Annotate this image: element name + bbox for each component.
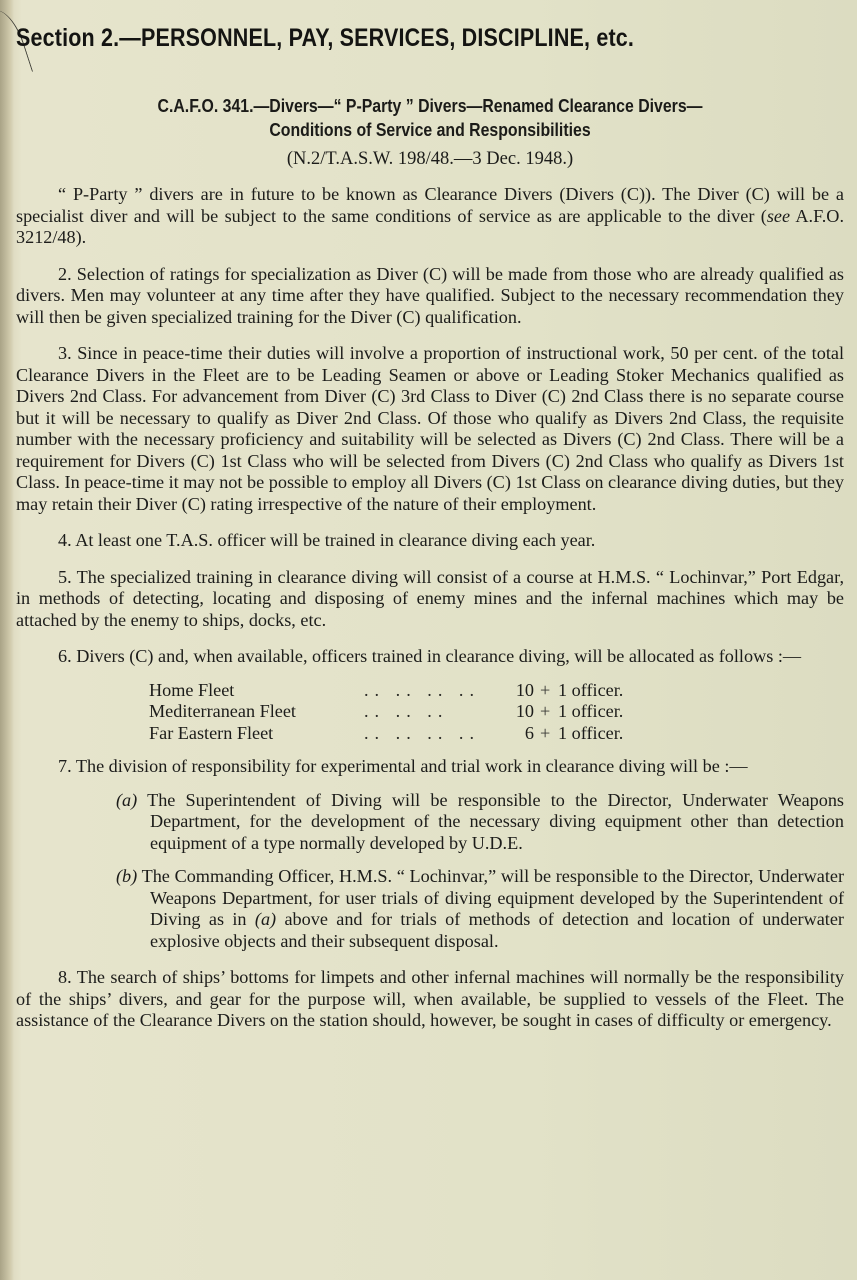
paragraph-number: 3. bbox=[58, 343, 72, 363]
paragraph-number: 5. bbox=[58, 566, 72, 587]
paragraph-number: 7. bbox=[58, 756, 72, 776]
paragraph-number: 6. bbox=[58, 646, 72, 666]
dot-leader: .. .. .. bbox=[364, 701, 449, 721]
paragraph-5 bbox=[16, 567, 844, 632]
paragraph-3 bbox=[16, 343, 844, 515]
paragraph-6 bbox=[16, 646, 844, 668]
paragraph-1-text: “ P-Party ” divers are in future to be known as Clearance Divers (Divers (C)). The Diver (C) will be a specialist diver and will be subject to the same conditions of service as are applicable to the diver ( bbox=[16, 184, 844, 226]
order-reference: (N.2/T.A.S.W. 198/48.—3 Dec. 1948.) bbox=[286, 149, 574, 169]
fleet-name: Mediterranean Fleet bbox=[149, 701, 296, 721]
paragraph-number: 8. bbox=[58, 967, 72, 987]
section-title: Section 2.—PERSONNEL, PAY, SERVICES, DISCIPLINE, etc. bbox=[16, 24, 635, 52]
allocation-row bbox=[149, 680, 623, 702]
paragraph-6-text: Divers (C) and, when available, officers trained in clearance diving, will be allocated as follows :— bbox=[76, 646, 802, 666]
document-body bbox=[16, 18, 844, 1032]
paragraph-8-text: The search of ships’ bottoms for limpets and other infernal machines will normally be the responsibility of the ships’ divers, and gear for the purpose will, when available, be supplied to vessels of the Fleet. The assistance of the Clearance Divers on the station should, however, be sought in cases of difficulty or emergency. bbox=[16, 967, 844, 1030]
plus-sign: + bbox=[540, 722, 551, 743]
dot-leader: .. .. .. .. bbox=[364, 722, 481, 743]
paragraph-3-text: Since in peace-time their duties will involve a proportion of instructional work, 50 per cent. of the total Clearance Divers in the Fleet are to be Leading Seamen or above or Leading Stoker Mechanics qualified as Divers 2nd Class. For advancement from Diver (C) 3rd Class to Diver (C) 2nd Class there is no separate course but it will be necessary to qualify as Diver 2nd Class. Of those who qualify as Divers 2nd Class, the requisite number with the necessary proficiency and suitability will be selected as Divers (C) 2nd Class. There will be a requirement for Divers (C) 1st Class who will be selected from Divers (C) 2nd Class who qualify as Divers 1st Class. In peace-time it may not be possible to employ all Divers (C) 1st Class on clearance diving duties, but they may retain their Diver (C) rating irrespective of the nature of their employment. bbox=[16, 343, 845, 514]
paragraph-8 bbox=[16, 967, 844, 1032]
officer-count: 1 officer. bbox=[558, 722, 624, 743]
paragraph-2 bbox=[16, 264, 844, 329]
fleet-name: Far Eastern Fleet bbox=[149, 722, 274, 743]
allocation-row bbox=[149, 723, 623, 745]
paragraph-1 bbox=[16, 184, 844, 249]
plus-sign: + bbox=[540, 701, 551, 721]
diver-count: 10 bbox=[515, 679, 534, 700]
subparagraph-a-text: The Superintendent of Diving will be responsible to the Director, Underwater Weapons Department, for the development of the necessary diving equipment other than detection equipment of a type normally developed by U.D.E. bbox=[147, 789, 844, 853]
paragraph-2-text: Selection of ratings for specialization as Diver (C) will be made from those who are already qualified as divers. Men may volunteer at any time after they have qualified. Subject to the necessary recommendation they will then be given specialized training for the Diver (C) qualification. bbox=[16, 263, 845, 327]
paragraph-1-text-end: A.F.O. 3212/48). bbox=[16, 205, 844, 247]
paragraph-7-text: The division of responsibility for experimental and trial work in clearance diving will be :— bbox=[75, 756, 748, 776]
paragraph-7 bbox=[16, 756, 844, 778]
subparagraph-b-text-end: above and for trials of methods of detection and location of underwater explosive objects and their subsequent disposal. bbox=[150, 909, 844, 951]
paragraph-4 bbox=[16, 530, 844, 552]
diver-count: 10 bbox=[515, 701, 534, 721]
subparagraph-label: (a) bbox=[116, 789, 138, 810]
dot-leader: .. .. .. .. bbox=[364, 679, 481, 700]
officer-count: 1 officer. bbox=[558, 679, 624, 700]
subparagraph-b-text: The Commanding Officer, H.M.S. “ Lochinvar,” will be responsible to the Director, Underwater Weapons Department, for user trials of diving equipment developed by the Superintendent of Diving as in bbox=[141, 866, 844, 929]
page-spine-shadow bbox=[0, 0, 14, 1280]
subparagraph-a bbox=[86, 790, 844, 855]
paragraph-5-text: The specialized training in clearance diving will consist of a course at H.M.S. “ Lochinvar,” Port Edgar, in methods of detecting, locating and disposing of enemy mines and the infernal machines which may be attached by the enemy to ships, docks, etc. bbox=[16, 566, 845, 630]
order-heading bbox=[66, 94, 795, 142]
allocation-row bbox=[149, 701, 623, 723]
officer-count: 1 officer. bbox=[558, 701, 624, 721]
plus-sign: + bbox=[540, 679, 551, 700]
paragraph-number: 2. bbox=[58, 263, 72, 284]
fleet-allocation-table bbox=[149, 680, 623, 745]
order-heading-line-2: Conditions of Service and Responsibilities bbox=[269, 120, 591, 140]
paragraph-number: 4. bbox=[58, 530, 72, 550]
fleet-name: Home Fleet bbox=[149, 679, 235, 700]
paragraph-4-text: At least one T.A.S. officer will be trained in clearance diving each year. bbox=[75, 530, 596, 550]
subparagraph-label: (b) bbox=[116, 866, 138, 886]
paragraph-1-italic: see bbox=[766, 205, 791, 226]
subparagraph-b bbox=[86, 866, 844, 952]
diver-count: 6 bbox=[524, 722, 534, 743]
order-heading-line-1: C.A.F.O. 341.—Divers—“ P-Party ” Divers—Renamed Clearance Divers— bbox=[157, 96, 703, 116]
subparagraph-b-italic: (a) bbox=[254, 909, 277, 929]
